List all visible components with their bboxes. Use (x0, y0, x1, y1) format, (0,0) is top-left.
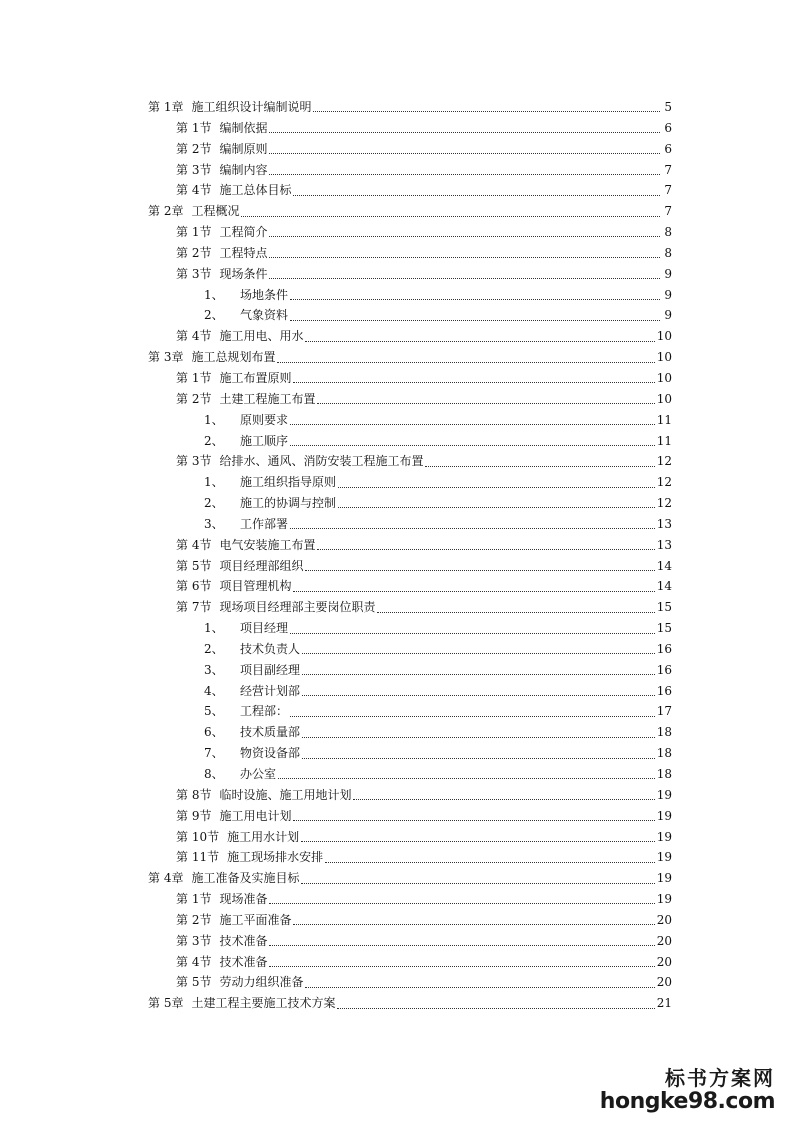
toc-entry-number: 第 9节 (176, 808, 212, 823)
toc-dot-leader (290, 715, 655, 717)
toc-entry[interactable] (148, 681, 672, 702)
toc-dot-leader (290, 423, 655, 425)
toc-dot-leader (305, 569, 654, 571)
toc-entry-number: 第 3节 (176, 454, 212, 469)
toc-entry-number: 2、 (204, 308, 224, 323)
toc-entry[interactable] (148, 264, 672, 285)
toc-entry[interactable] (148, 201, 672, 222)
toc-entry-page: 6 (664, 120, 672, 135)
toc-dot-leader (302, 673, 655, 675)
toc-entry-number: 1、 (204, 621, 224, 636)
toc-entry-page: 9 (664, 287, 672, 302)
toc-dot-leader (293, 590, 654, 592)
toc-entry-title: 施工用电计划 (219, 808, 292, 823)
toc-entry[interactable] (148, 97, 672, 118)
toc-entry-number: 第 3章 (148, 350, 184, 365)
toc-entry-title: 劳动力组织准备 (219, 975, 304, 990)
toc-entry[interactable] (148, 597, 672, 618)
toc-entry-title: 现场条件 (219, 266, 268, 281)
toc-entry-title: 施工总规划布置 (191, 350, 276, 365)
toc-entry[interactable] (148, 639, 672, 660)
toc-entry-page: 15 (656, 600, 672, 615)
toc-dot-leader (269, 131, 660, 133)
toc-entry[interactable] (148, 993, 672, 1014)
toc-dot-leader (269, 173, 660, 175)
toc-entry-page: 18 (656, 767, 672, 781)
toc-dot-leader (317, 548, 654, 550)
toc-dot-leader (269, 277, 660, 279)
toc-dot-leader (290, 444, 655, 446)
toc-entry-number: 第 7节 (176, 600, 212, 615)
toc-entry-page: 10 (656, 329, 672, 344)
toc-entry-title: 现场准备 (219, 892, 268, 907)
toc-entry-page: 11 (656, 412, 672, 427)
toc-entry-page: 10 (656, 370, 672, 385)
toc-entry-page: 10 (656, 350, 672, 365)
toc-entry-page: 7 (664, 204, 672, 219)
toc-entry-number: 2、 (204, 496, 224, 511)
toc-dot-leader (302, 757, 655, 759)
toc-entry-page: 20 (656, 975, 672, 990)
toc-entry-title: 工作部署 (240, 516, 289, 531)
toc-entry-title: 工程简介 (219, 225, 268, 240)
toc-entry-page: 12 (656, 454, 672, 469)
toc-entry-number: 4、 (204, 683, 224, 698)
toc-entry-page: 7 (664, 183, 672, 198)
toc-dot-leader (337, 1007, 654, 1009)
toc-dot-leader (293, 381, 654, 383)
toc-dot-leader (290, 632, 655, 634)
toc-dot-leader (241, 215, 660, 217)
toc-entry[interactable] (148, 827, 672, 848)
toc-entry[interactable] (148, 576, 672, 597)
toc-entry-page: 19 (656, 808, 672, 823)
toc-entry[interactable] (148, 368, 672, 389)
toc-entry-page: 6 (664, 141, 672, 156)
toc-entry[interactable] (148, 347, 672, 368)
toc-entry-title: 给排水、通风、消防安装工程施工布置 (219, 454, 424, 469)
toc-entry[interactable] (148, 847, 672, 868)
toc-entry-title: 编制依据 (219, 120, 268, 135)
toc-dot-leader (425, 465, 654, 467)
toc-entry-page: 18 (656, 746, 672, 761)
toc-entry-number: 第 4节 (176, 954, 212, 969)
toc-entry-number: 3、 (204, 516, 224, 531)
toc-entry-title: 施工组织指导原则 (240, 475, 337, 490)
toc-entry-number: 第 4节 (176, 329, 212, 344)
toc-entry-page: 17 (656, 704, 672, 719)
toc-dot-leader (293, 194, 660, 196)
toc-entry-title: 施工用电、用水 (219, 329, 304, 344)
toc-entry-number: 2、 (204, 641, 224, 656)
toc-entry-page: 14 (656, 558, 672, 573)
toc-dot-leader (269, 235, 660, 237)
toc-dot-leader (290, 527, 655, 529)
toc-entry-title: 项目经理 (240, 621, 289, 636)
toc-entry-number: 1、 (204, 412, 224, 427)
toc-entry[interactable] (148, 410, 672, 431)
toc-entry-page: 5 (664, 100, 672, 114)
toc-entry-number: 第 10节 (176, 829, 220, 844)
toc-entry-page: 18 (656, 725, 672, 740)
toc-dot-leader (302, 736, 655, 738)
toc-entry-page: 10 (656, 391, 672, 406)
toc-entry[interactable] (148, 118, 672, 139)
toc-entry-number: 第 2节 (176, 141, 212, 156)
toc-entry-page: 19 (656, 871, 672, 886)
toc-entry-number: 2、 (204, 433, 224, 448)
toc-entry[interactable] (148, 785, 672, 806)
watermark-title: 标书方案网 (665, 1066, 775, 1090)
toc-entry-page: 16 (656, 641, 672, 656)
toc-entry[interactable] (148, 868, 672, 889)
toc-dot-leader (301, 882, 654, 884)
toc-entry[interactable] (148, 285, 672, 306)
toc-entry-title: 项目经理部组织 (219, 558, 304, 573)
toc-entry[interactable] (148, 431, 672, 452)
toc-entry-page: 8 (664, 225, 672, 240)
toc-entry[interactable] (148, 222, 672, 243)
toc-entry-page: 20 (656, 954, 672, 969)
toc-entry-title: 工程概况 (191, 204, 240, 219)
toc-entry-page: 16 (656, 662, 672, 677)
toc-entry-title: 技术质量部 (240, 725, 301, 740)
toc-dot-leader (269, 902, 654, 904)
toc-dot-leader (305, 340, 654, 342)
toc-entry-page: 19 (656, 829, 672, 844)
toc-entry-page: 8 (664, 245, 672, 260)
toc-entry-page: 16 (656, 683, 672, 698)
toc-entry-page: 12 (656, 475, 672, 490)
toc-dot-leader (377, 611, 654, 613)
toc-entry-title: 技术准备 (219, 954, 268, 969)
toc-entry-title: 技术准备 (219, 933, 268, 948)
toc-dot-leader (305, 986, 654, 988)
toc-entry[interactable] (148, 743, 672, 764)
toc-dot-leader (269, 944, 654, 946)
toc-entry[interactable] (148, 243, 672, 264)
toc-entry-page: 14 (656, 579, 672, 594)
toc-entry-title: 土建工程主要施工技术方案 (191, 996, 336, 1011)
toc-entry-title: 编制内容 (219, 162, 268, 177)
toc-entry[interactable] (148, 910, 672, 931)
toc-dot-leader (269, 965, 654, 967)
toc-dot-leader (313, 110, 660, 112)
toc-entry-title: 施工顺序 (240, 433, 289, 448)
toc-entry-number: 第 11节 (176, 850, 220, 865)
toc-entry-page: 13 (656, 516, 672, 531)
toc-entry[interactable] (148, 952, 672, 973)
toc-dot-leader (293, 923, 654, 925)
toc-entry-number: 第 5节 (176, 558, 212, 573)
toc-dot-leader (293, 819, 654, 821)
toc-entry-number: 6、 (204, 725, 224, 740)
toc-entry[interactable] (148, 660, 672, 681)
toc-entry-title: 场地条件 (240, 287, 289, 302)
toc-entry-page: 15 (656, 621, 672, 636)
toc-dot-leader (325, 861, 655, 863)
toc-dot-leader (338, 506, 655, 508)
toc-entry[interactable] (148, 722, 672, 743)
toc-entry-number: 第 4章 (148, 871, 184, 886)
toc-entry-title: 施工布置原则 (219, 370, 292, 385)
toc-dot-leader (317, 402, 654, 404)
toc-entry-page: 19 (656, 850, 672, 865)
table-of-contents (148, 97, 672, 1014)
toc-entry-page: 21 (656, 996, 672, 1011)
toc-entry-number: 第 2节 (176, 912, 212, 927)
toc-entry-page: 19 (656, 787, 672, 802)
toc-entry[interactable] (148, 764, 672, 785)
toc-entry[interactable] (148, 493, 672, 514)
toc-entry[interactable] (148, 889, 672, 910)
toc-entry-title: 电气安装施工布置 (219, 537, 316, 552)
toc-entry-number: 1、 (204, 475, 224, 490)
toc-entry-title: 项目副经理 (240, 662, 301, 677)
toc-entry-title: 土建工程施工布置 (219, 391, 316, 406)
toc-dot-leader (277, 361, 654, 363)
toc-entry-number: 第 6节 (176, 579, 212, 594)
toc-entry-title: 办公室 (240, 767, 277, 781)
toc-dot-leader (269, 152, 660, 154)
toc-dot-leader (302, 694, 655, 696)
toc-entry-title: 施工的协调与控制 (240, 496, 337, 511)
toc-entry-title: 原则要求 (240, 412, 289, 427)
toc-entry[interactable] (148, 618, 672, 639)
toc-entry-title: 施工组织设计编制说明 (191, 100, 312, 114)
toc-entry-number: 第 3节 (176, 933, 212, 948)
toc-entry-number: 第 5节 (176, 975, 212, 990)
toc-entry-page: 7 (664, 162, 672, 177)
toc-dot-leader (353, 798, 654, 800)
toc-entry-title: 施工平面准备 (219, 912, 292, 927)
toc-entry[interactable] (148, 806, 672, 827)
toc-entry-page: 19 (656, 892, 672, 907)
toc-entry-title: 技术负责人 (240, 641, 301, 656)
toc-entry[interactable] (148, 514, 672, 535)
toc-dot-leader (301, 840, 655, 842)
toc-entry[interactable] (148, 160, 672, 181)
toc-entry-title: 施工现场排水安排 (227, 850, 324, 865)
toc-entry-page: 11 (656, 433, 672, 448)
toc-entry-title: 物资设备部 (240, 746, 301, 761)
toc-entry-page: 9 (664, 266, 672, 281)
toc-entry[interactable] (148, 972, 672, 993)
toc-entry-page: 9 (664, 308, 672, 323)
toc-dot-leader (302, 652, 655, 654)
toc-entry-number: 第 1节 (176, 225, 212, 240)
toc-entry-number: 第 1节 (176, 120, 212, 135)
toc-entry-number: 第 2章 (148, 204, 184, 219)
toc-entry-number: 7、 (204, 746, 224, 761)
toc-entry-number: 第 4节 (176, 537, 212, 552)
toc-entry-title: 经营计划部 (240, 683, 301, 698)
toc-entry-number: 第 1节 (176, 370, 212, 385)
toc-entry[interactable] (148, 180, 672, 201)
toc-entry[interactable] (148, 472, 672, 493)
toc-entry-title: 施工总体目标 (219, 183, 292, 198)
toc-entry-number: 5、 (204, 704, 224, 719)
toc-entry-number: 1、 (204, 287, 224, 302)
toc-entry-title: 施工用水计划 (227, 829, 300, 844)
toc-dot-leader (290, 319, 660, 321)
toc-entry-title: 临时设施、施工用地计划 (219, 787, 352, 802)
toc-entry-number: 8、 (204, 767, 224, 781)
toc-entry-number: 第 1章 (148, 100, 184, 114)
toc-entry[interactable] (148, 451, 672, 472)
toc-entry-page: 20 (656, 912, 672, 927)
toc-entry-number: 第 5章 (148, 996, 184, 1011)
toc-entry-page: 12 (656, 496, 672, 511)
toc-entry-title: 工程特点 (219, 245, 268, 260)
toc-entry-number: 3、 (204, 662, 224, 677)
toc-dot-leader (278, 777, 655, 779)
toc-entry-title: 气象资料 (240, 308, 289, 323)
toc-entry[interactable] (148, 305, 672, 326)
toc-entry-number: 第 3节 (176, 162, 212, 177)
toc-entry-number: 第 4节 (176, 183, 212, 198)
toc-entry[interactable] (148, 326, 672, 347)
toc-entry-number: 第 8节 (176, 787, 212, 802)
toc-entry-number: 第 2节 (176, 391, 212, 406)
toc-entry[interactable] (148, 535, 672, 556)
toc-entry-title: 施工准备及实施目标 (191, 871, 300, 886)
toc-entry-title: 项目管理机构 (219, 579, 292, 594)
toc-entry[interactable] (148, 931, 672, 952)
toc-dot-leader (338, 486, 655, 488)
toc-dot-leader (290, 298, 660, 300)
toc-entry-title: 工程部： (240, 704, 289, 719)
toc-entry-title: 编制原则 (219, 141, 268, 156)
toc-entry[interactable] (148, 701, 672, 722)
toc-entry-number: 第 2节 (176, 245, 212, 260)
toc-entry-number: 第 1节 (176, 892, 212, 907)
toc-entry[interactable] (148, 389, 672, 410)
toc-entry-number: 第 3节 (176, 266, 212, 281)
toc-entry-page: 20 (656, 933, 672, 948)
toc-dot-leader (269, 256, 660, 258)
toc-entry[interactable] (148, 139, 672, 160)
toc-entry-page: 13 (656, 537, 672, 552)
toc-entry[interactable] (148, 556, 672, 577)
watermark-url: hongke98.com (599, 1089, 775, 1114)
toc-entry-title: 现场项目经理部主要岗位职责 (219, 600, 376, 615)
watermark (600, 1062, 775, 1114)
